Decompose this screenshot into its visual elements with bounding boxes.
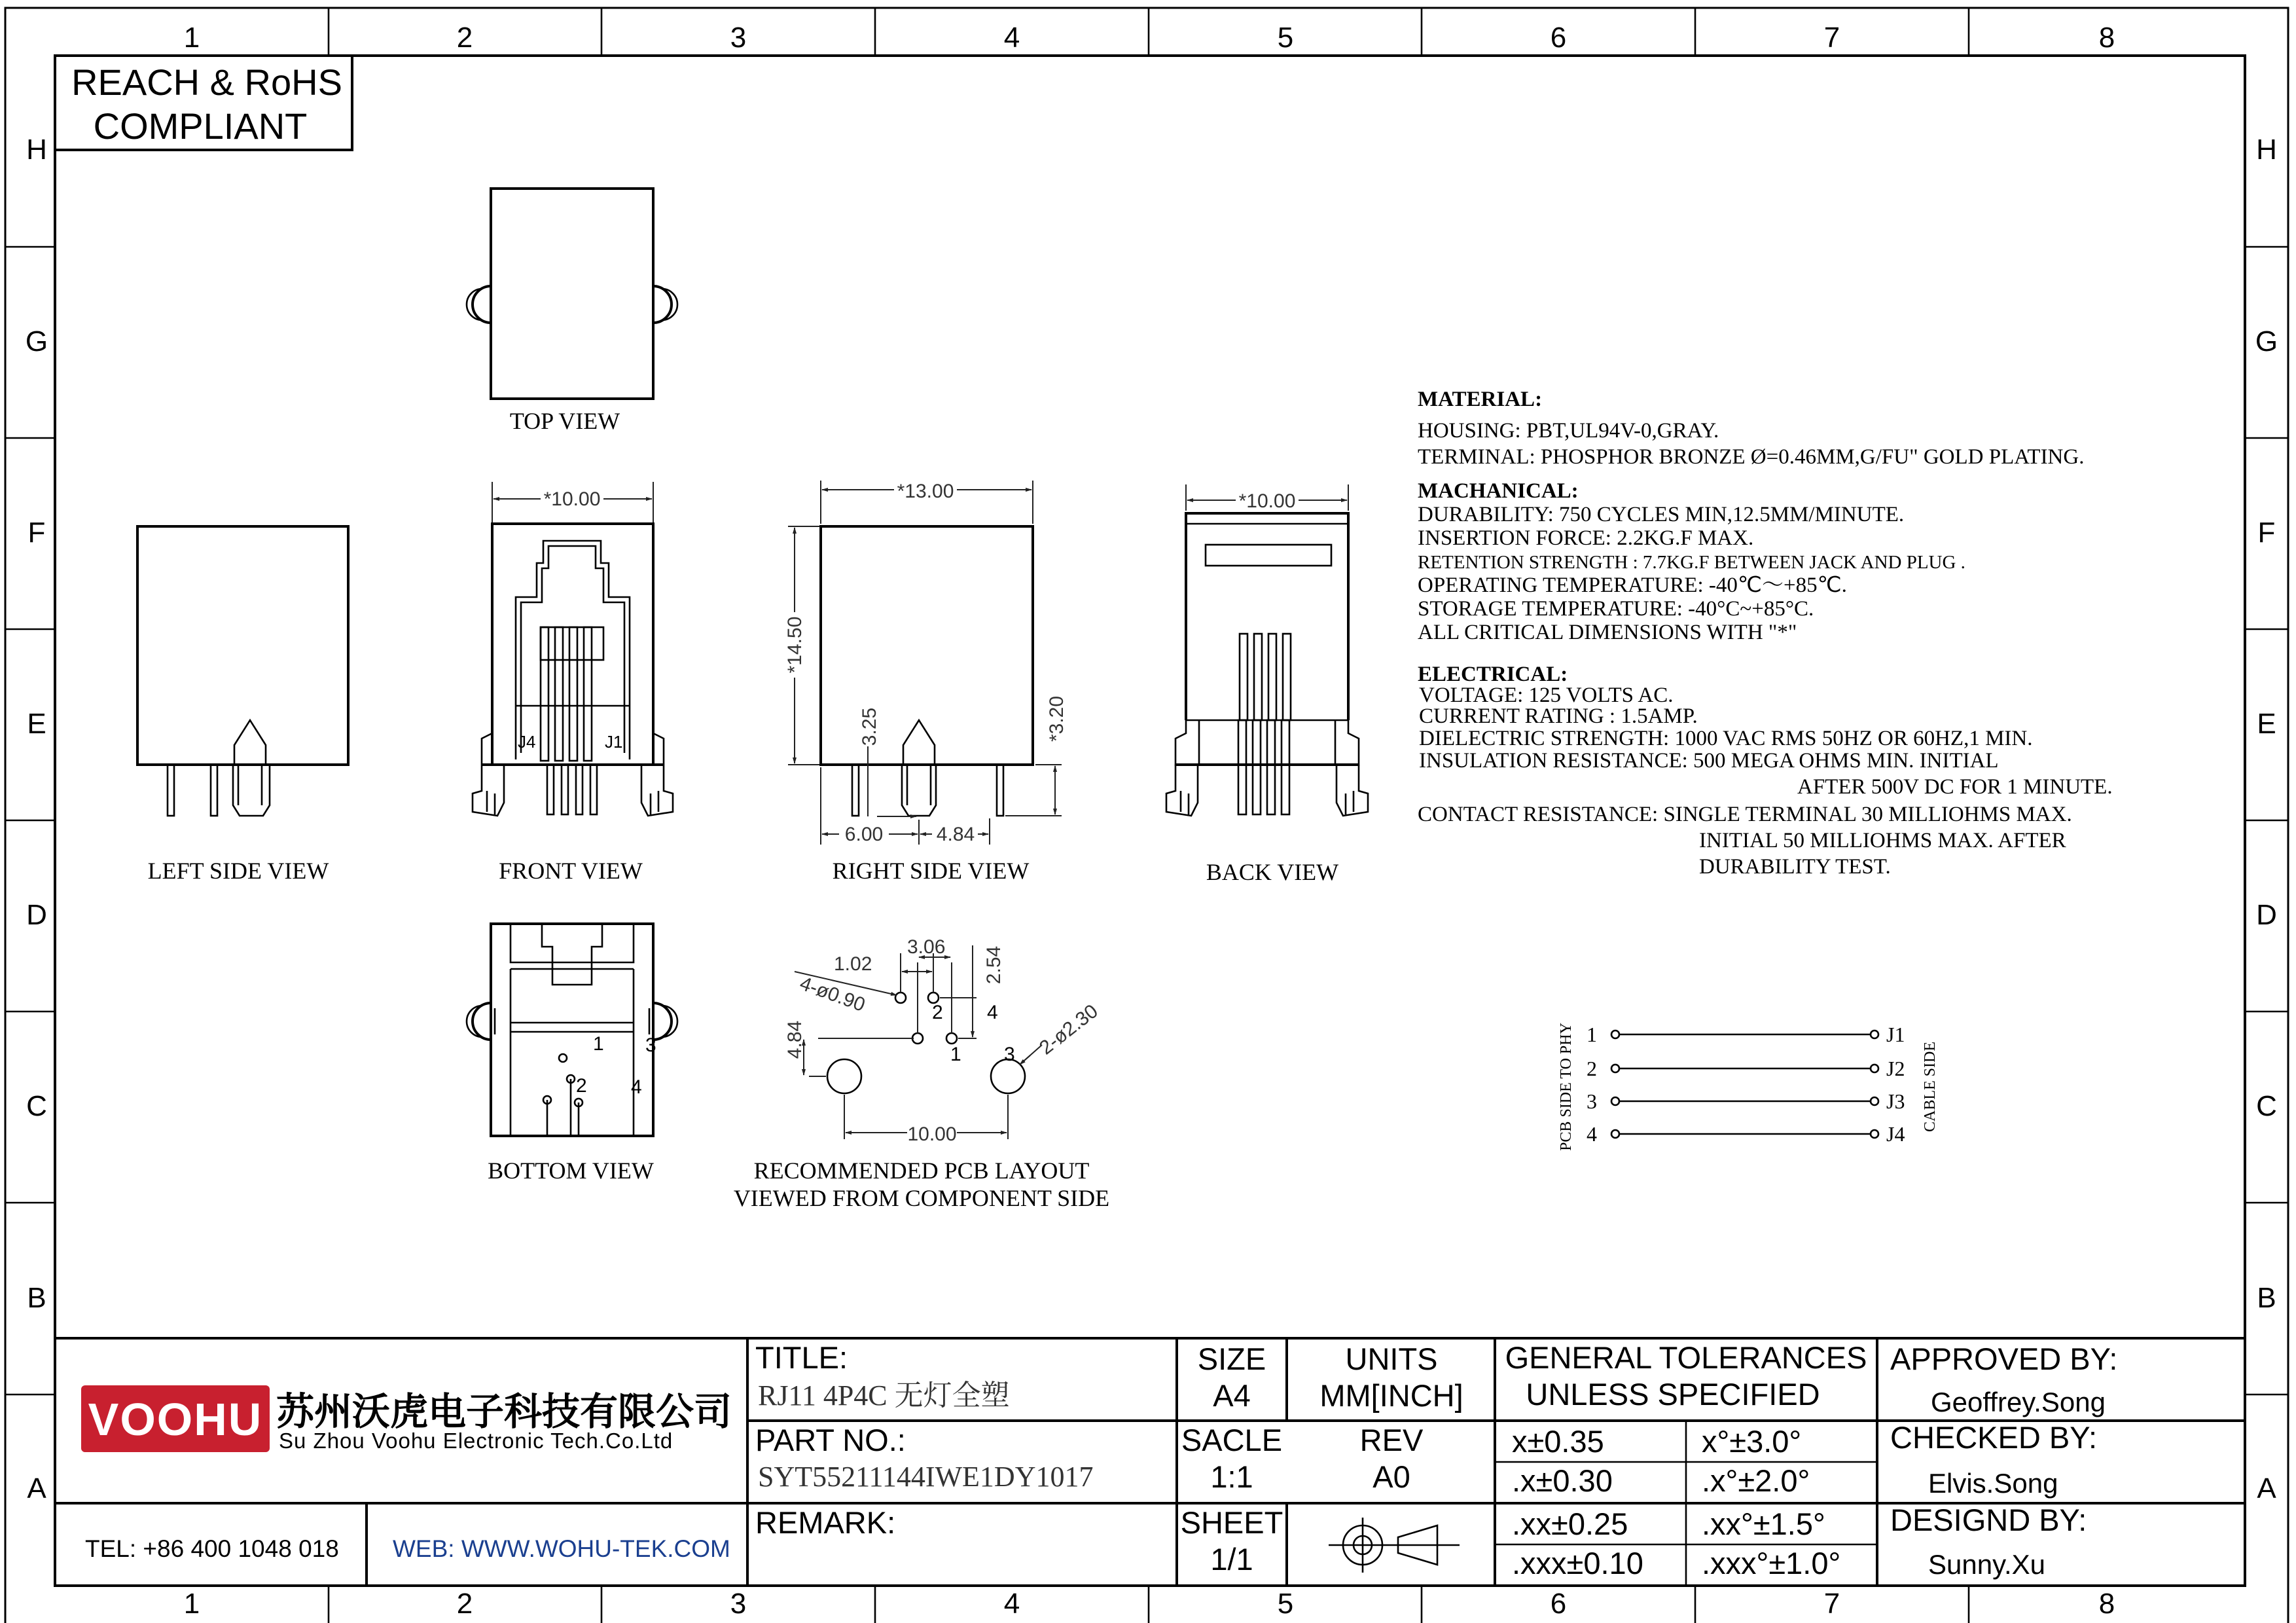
designed-label: DESIGND BY: [1890, 1503, 2087, 1537]
row-label: D [2256, 899, 2277, 931]
units-label: UNITS [1345, 1341, 1438, 1376]
row-label: E [2257, 708, 2276, 740]
pcb-484-dim: 4.84 [784, 1020, 806, 1059]
title-block [55, 1338, 2245, 1586]
row-label: H [2256, 134, 2277, 166]
sheet-value: 1/1 [1210, 1542, 1253, 1577]
tolerance-linear: .xx±0.25 [1512, 1506, 1628, 1541]
top-view-caption: TOP VIEW [509, 408, 620, 434]
row-label: A [2257, 1472, 2276, 1504]
wire-right-pin: J1 [1886, 1023, 1905, 1046]
wire-right-pin: J2 [1886, 1057, 1905, 1080]
checked-value: Elvis.Song [1928, 1468, 2058, 1499]
bottom-view-caption: BOTTOM VIEW [488, 1158, 654, 1184]
col-label: 2 [456, 1588, 473, 1620]
designed-value: Sunny.Xu [1928, 1549, 2046, 1580]
left-side-view [137, 526, 348, 884]
tolerance-angular: .x°±2.0° [1702, 1463, 1810, 1498]
pcb-306-dim: 3.06 [907, 936, 946, 958]
spec-line: DURABILITY TEST. [1699, 855, 1891, 879]
material-heading: MATERIAL: [1418, 388, 1543, 411]
pcb-1000-dim: 10.00 [907, 1123, 957, 1145]
row-label: B [2257, 1282, 2276, 1314]
web: WEB: WWW.WOHU-TEK.COM [393, 1535, 730, 1562]
wire-left-pin: 4 [1587, 1122, 1597, 1146]
compliance-line2: COMPLIANT [93, 105, 308, 147]
spec-line: INSULATION RESISTANCE: 500 MEGA OHMS MIN. INITIAL [1419, 749, 1999, 773]
right-side-view [784, 480, 1067, 884]
compliance-box [55, 56, 352, 150]
back-view-caption: BACK VIEW [1206, 859, 1339, 885]
pcb-caption-line1: RECOMMENDED PCB LAYOUT [753, 1158, 1090, 1184]
spec-line: CONTACT RESISTANCE: SINGLE TERMINAL 30 MILLIOHMS MAX. [1418, 803, 2072, 826]
title-value: RJ11 4P4C 无灯全塑 [758, 1379, 1010, 1412]
col-label: 1 [183, 1588, 200, 1620]
pcb-102-dim: 1.02 [834, 953, 872, 975]
pcb-pin-1: 1 [950, 1044, 961, 1065]
row-label: F [27, 517, 46, 549]
pcb-pin-4: 4 [987, 1002, 998, 1023]
pcb-caption-line2: VIEWED FROM COMPONENT SIDE [733, 1185, 1110, 1211]
front-view-caption: FRONT VIEW [499, 858, 643, 884]
col-label: 3 [730, 22, 747, 54]
pcb-layout [734, 936, 1109, 1211]
tolerance-linear: .x±0.30 [1512, 1463, 1613, 1498]
front-pin-j1: J1 [605, 732, 623, 752]
row-label: B [27, 1282, 46, 1314]
col-label: 4 [1003, 1588, 1020, 1620]
mechanical-heading: MACHANICAL: [1418, 479, 1579, 503]
col-label: 7 [1823, 22, 1840, 54]
front-width-dim: *10.00 [543, 488, 601, 510]
pcb-pin-2: 2 [932, 1002, 943, 1023]
wiring-schematic [1558, 1023, 1939, 1151]
side-width-dim: *13.00 [897, 481, 954, 502]
company-en: Su Zhou Voohu Electronic Tech.Co.Ltd [279, 1429, 673, 1453]
pcb-pin-3: 3 [1004, 1044, 1015, 1065]
wire-left-pin: 2 [1587, 1057, 1597, 1080]
spec-line: RETENTION STRENGTH : 7.7KG.F BETWEEN JACK AND PLUG . [1418, 552, 1965, 573]
spec-line: INSERTION FORCE: 2.2KG.F MAX. [1418, 526, 1754, 550]
row-label: C [2256, 1090, 2277, 1122]
col-label: 8 [2098, 1588, 2115, 1620]
tolerance-linear: x±0.35 [1512, 1424, 1604, 1459]
row-label: F [2257, 517, 2276, 549]
electrical-heading: ELECTRICAL: [1418, 663, 1568, 686]
part-value: SYT55211144IWE1DY1017 [758, 1461, 1094, 1493]
bottom-pin-4: 4 [631, 1076, 642, 1098]
sheet-label: SHEET [1180, 1505, 1283, 1540]
cable-side-label: CABLE SIDE [1922, 1042, 1939, 1132]
remark-label: REMARK: [755, 1505, 896, 1540]
units-value: MM[INCH] [1319, 1378, 1463, 1413]
wire-right-pin: J3 [1886, 1089, 1905, 1113]
row-label: C [26, 1090, 47, 1122]
front-pin-j4: J4 [518, 732, 536, 752]
pcb-254-dim: 2.54 [983, 945, 1005, 985]
spec-line: HOUSING: PBT,UL94V-0,GRAY. [1418, 419, 1719, 443]
approved-label: APPROVED BY: [1890, 1341, 2118, 1376]
tolerance-linear: .xxx±0.10 [1512, 1546, 1643, 1580]
scale-value: 1:1 [1210, 1459, 1253, 1494]
side-320-dim: *3.20 [1046, 695, 1067, 742]
tolerance-angular: .xxx°±1.0° [1702, 1546, 1841, 1580]
row-label: A [27, 1472, 46, 1504]
tolerance-line2: UNLESS SPECIFIED [1526, 1377, 1820, 1412]
company-cn: 苏州沃虎电子科技有限公司 [276, 1391, 732, 1433]
pcb-hole2-dim: 2-ø2.30 [1035, 1000, 1102, 1059]
spec-line: TERMINAL: PHOSPHOR BRONZE Ø=0.46MM,G/FU" GOLD PLATING. [1418, 445, 2085, 469]
bottom-view [467, 924, 677, 1184]
pcb-hole4-dim: 4-ø0.90 [797, 972, 869, 1016]
approved-value: Geoffrey.Song [1931, 1387, 2106, 1417]
left-side-view-caption: LEFT SIDE VIEW [147, 858, 329, 884]
top-view [467, 189, 677, 434]
projection-symbol-icon [1329, 1518, 1460, 1573]
col-label: 6 [1550, 22, 1567, 54]
col-label: 1 [183, 22, 200, 54]
spec-line: VOLTAGE: 125 VOLTS AC. [1419, 684, 1674, 707]
col-label: 5 [1277, 22, 1294, 54]
logo-text: VOOHU [88, 1394, 263, 1445]
spec-line: OPERATING TEMPERATURE: -40℃～+85℃. [1418, 574, 1847, 597]
specifications [1418, 388, 2113, 879]
wire-left-pin: 1 [1587, 1023, 1597, 1046]
col-label: 4 [1003, 22, 1020, 54]
spec-line: DIELECTRIC STRENGTH: 1000 VAC RMS 50HZ OR 60HZ,1 MIN. [1419, 727, 2033, 750]
wire-left-pin: 3 [1587, 1089, 1597, 1113]
bottom-pin-2: 2 [576, 1075, 587, 1097]
size-value: A4 [1213, 1378, 1251, 1413]
wire-right-pin: J4 [1886, 1122, 1905, 1146]
tolerance-line1: GENERAL TOLERANCES [1505, 1340, 1867, 1375]
tolerance-angular: x°±3.0° [1702, 1424, 1802, 1459]
tolerance-angular: .xx°±1.5° [1702, 1506, 1825, 1541]
col-label: 2 [456, 22, 473, 54]
col-label: 8 [2098, 22, 2115, 54]
row-label: G [2255, 325, 2278, 357]
back-view [1166, 484, 1368, 885]
col-label: 3 [730, 1588, 747, 1620]
spec-line: DURABILITY: 750 CYCLES MIN,12.5MM/MINUTE. [1418, 503, 1905, 526]
col-label: 6 [1550, 1588, 1567, 1620]
spec-line: INITIAL 50 MILLIOHMS MAX. AFTER [1699, 829, 2066, 852]
tel: TEL: +86 400 1048 018 [85, 1535, 339, 1562]
front-view [473, 482, 673, 884]
title-label: TITLE: [755, 1340, 848, 1375]
part-label: PART NO.: [755, 1423, 906, 1457]
bottom-pin-3: 3 [645, 1034, 656, 1056]
rev-value: A0 [1372, 1459, 1410, 1494]
side-325-dim: 3.25 [859, 707, 880, 746]
spec-line: STORAGE TEMPERATURE: -40°C~+85°C. [1418, 597, 1814, 621]
spec-line: CURRENT RATING : 1.5AMP. [1419, 704, 1698, 728]
row-label: H [26, 134, 47, 166]
bottom-pin-1: 1 [593, 1033, 604, 1055]
col-label: 5 [1277, 1588, 1294, 1620]
spec-line: AFTER 500V DC FOR 1 MINUTE. [1797, 775, 2113, 799]
side-484-dim: 4.84 [936, 824, 975, 845]
right-side-view-caption: RIGHT SIDE VIEW [832, 858, 1030, 884]
side-height-dim: *14.50 [784, 616, 806, 674]
row-label: D [26, 899, 47, 931]
pcb-side-label: PCB SIDE TO PHY [1558, 1023, 1575, 1151]
side-600-dim: 6.00 [844, 824, 884, 845]
row-label: E [27, 708, 46, 740]
checked-label: CHECKED BY: [1890, 1420, 2098, 1455]
col-label: 7 [1823, 1588, 1840, 1620]
compliance-line1: REACH & RoHS [71, 62, 342, 103]
back-width-dim: *10.00 [1238, 490, 1296, 512]
rev-label: REV [1359, 1423, 1424, 1457]
size-label: SIZE [1197, 1341, 1266, 1376]
scale-label: SACLE [1181, 1423, 1283, 1457]
spec-line: ALL CRITICAL DIMENSIONS WITH "*" [1418, 621, 1797, 644]
row-label: G [25, 325, 48, 357]
